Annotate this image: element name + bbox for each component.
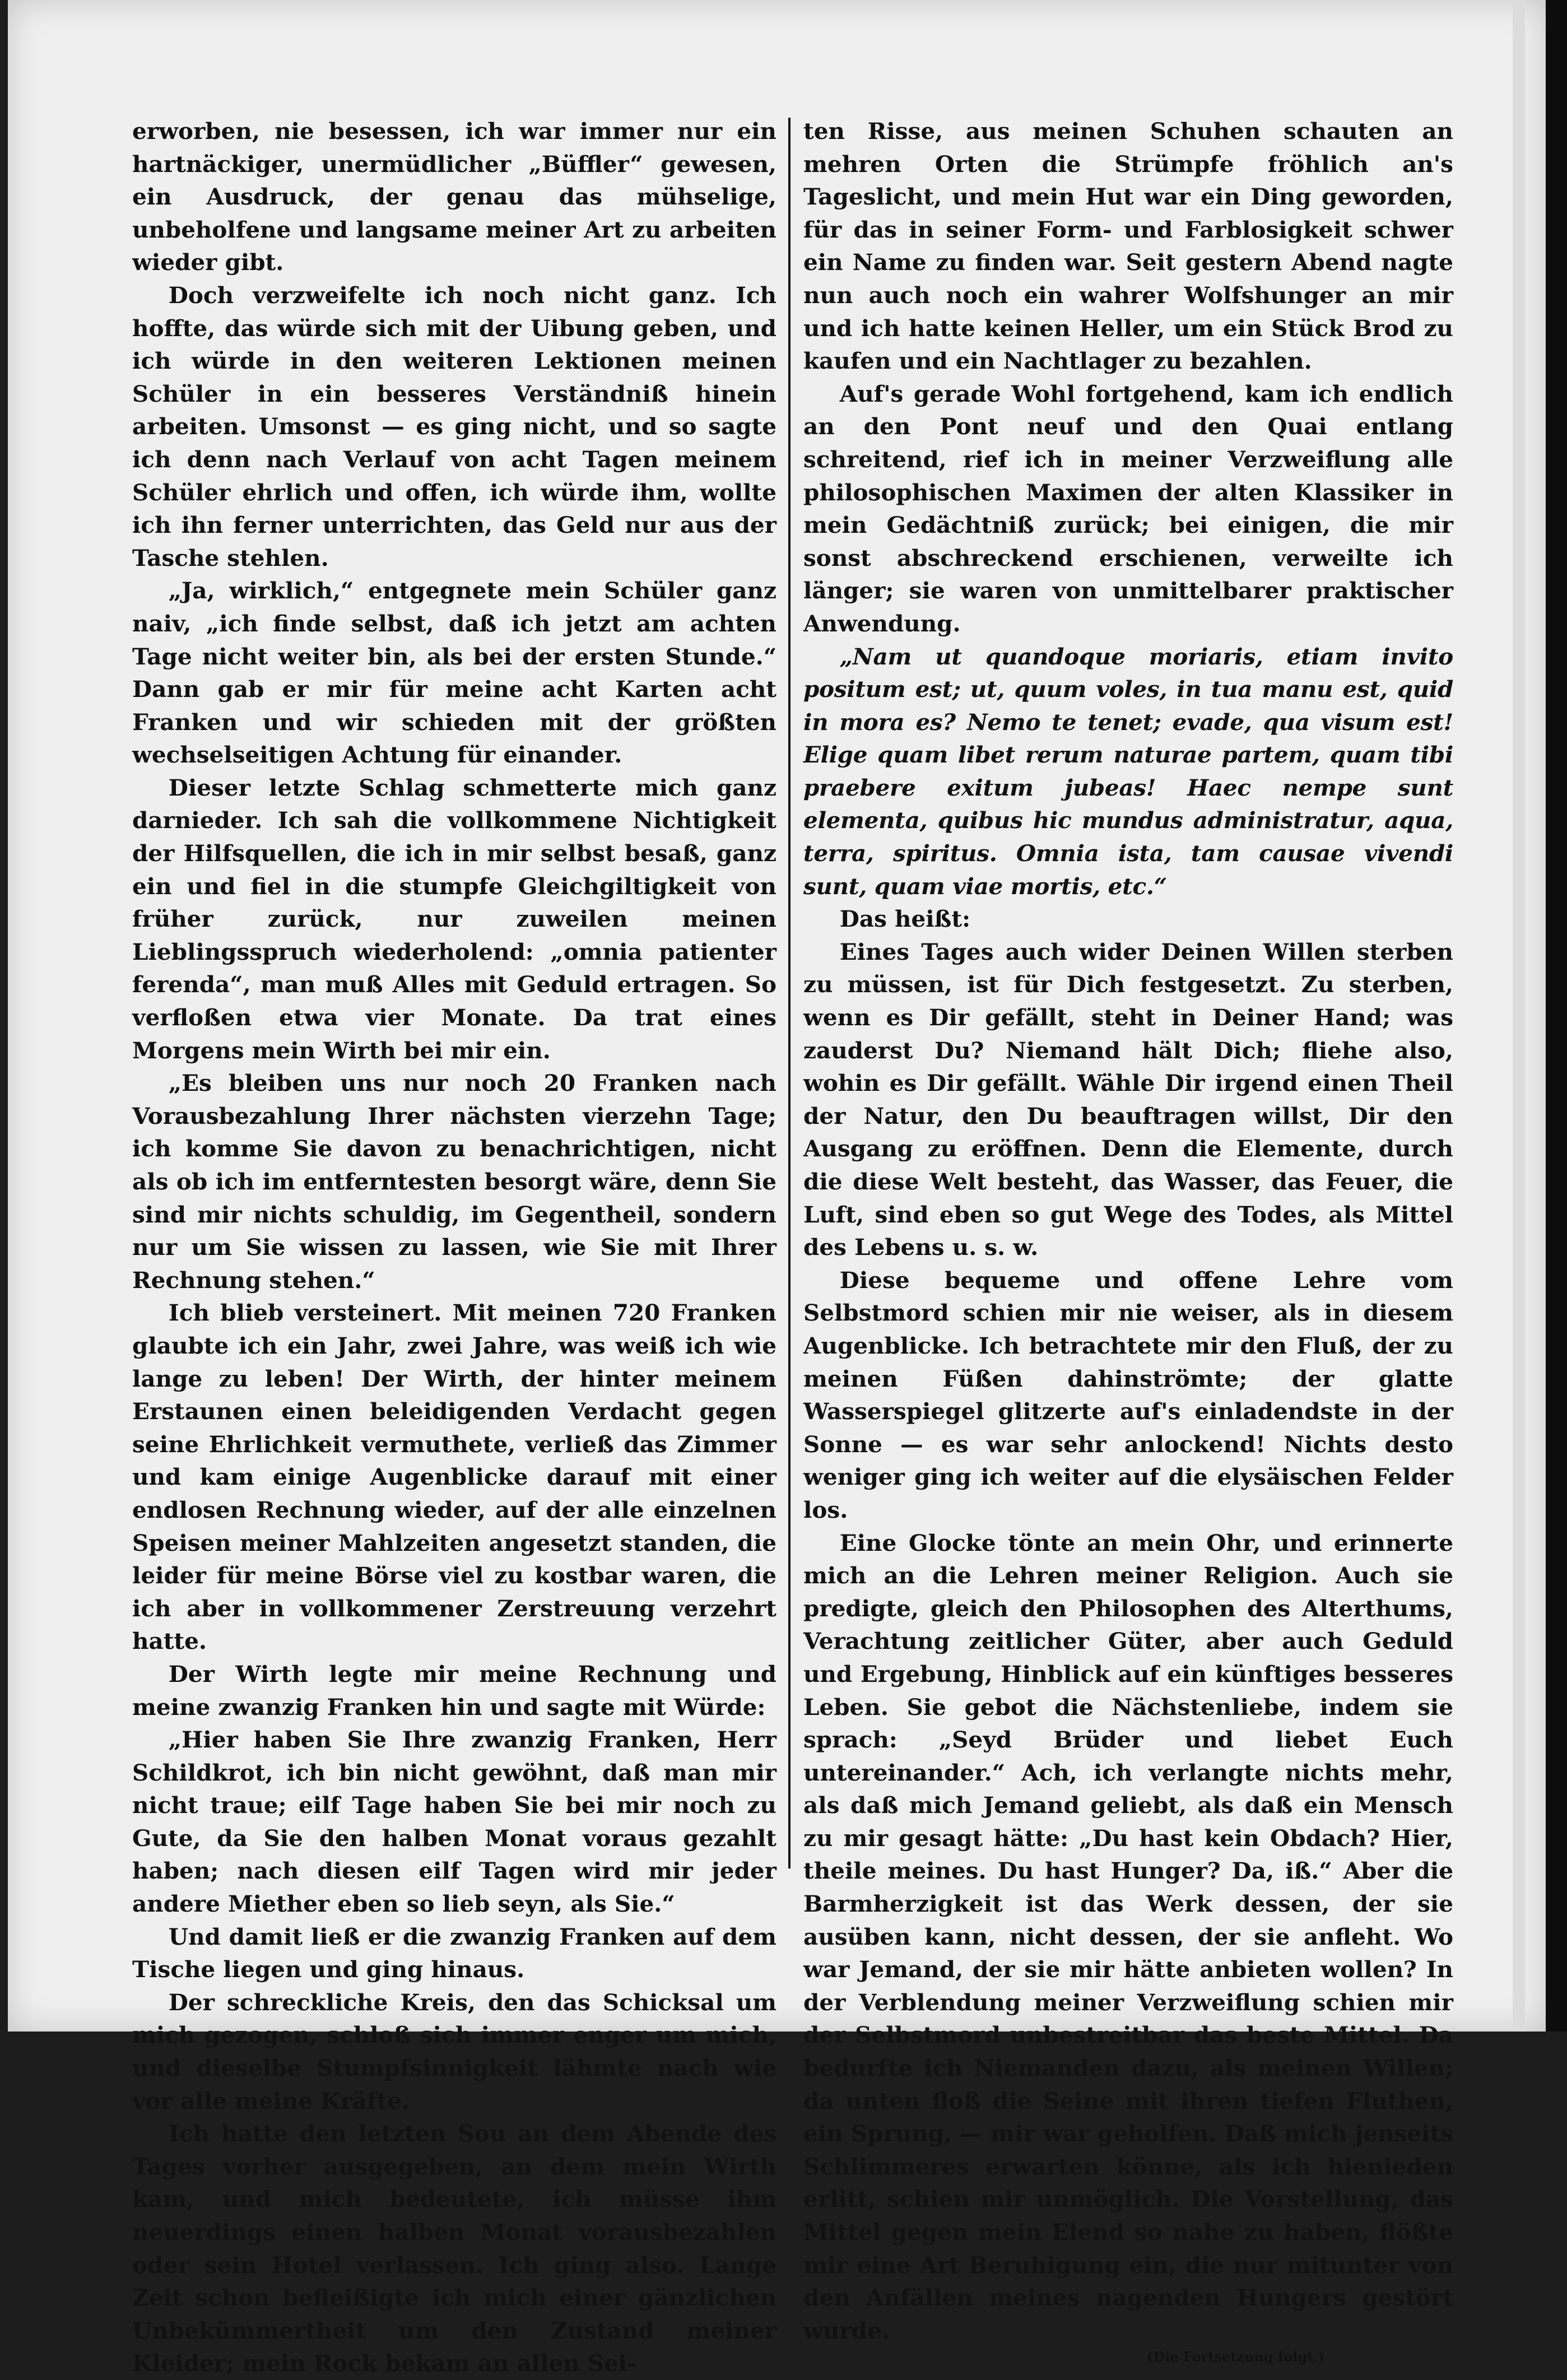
paragraph: „Ja, wirklich,“ entgegnete mein Schüler ganz naiv, „ich finde selbst, daß ich jetzt am achten Tage nicht weiter bin, als bei der ersten Stunde.“ Dann gab er mir für meine acht Karten acht Franken und wir schieden mit der größten wechselseitigen Achtung für einander. — [132, 577, 776, 769]
paragraph: Auf's gerade Wohl fortgehend, kam ich endlich an den Pont neuf und den Quai entlang schreitend, rief ich in meiner Verzweiflung alle philosophischen Maximen der alten Klassiker in mein Gedächtniß zurück; bei einigen, die mir sonst abschreckend erschienen, verweilte ich länger; sie waren von unmittelbarer praktischer Anwendung. — [803, 380, 1453, 637]
paragraph: „Es bleiben uns nur noch 20 Franken nach Vorausbezahlung Ihrer nächsten vierzehn Tage; ich komme Sie davon zu benachrichtigen, nicht als ob ich im entferntesten besorgt wäre, denn Sie sind mir nichts schuldig, im Gegentheil, sondern nur um Sie wissen zu lassen, wie Sie mit Ihrer Rechnung stehen.“ — [132, 1070, 776, 1294]
paragraph: Ich blieb versteinert. Mit meinen 720 Franken glaubte ich ein Jahr, zwei Jahre, was weiß ich wie lange zu leben! Der Wirth, der hinter meinem Erstaunen einen beleidigenden Verdacht gegen seine Ehrlichkeit vermuthete, verließ das Zimmer und kam einige Augenblicke darauf mit einer endlosen Rechnung wieder, auf der alle einzelnen Speisen meiner Mahlzeiten angesetzt standen, die leider für meine Börse viel zu kostbar waren, die ich aber in vollkommener Zerstreuung verzehrt hatte. — [132, 1299, 776, 1655]
paragraph: ten Risse, aus meinen Schuhen schauten an mehren Orten die Strümpfe fröhlich an's Tageslicht, und mein Hut war ein Ding geworden, für das in seiner Form- und Farblosigkeit schwer ein Name zu finden war. Seit gestern Abend nagte nun auch noch ein wahrer Wolfshunger an mir und ich hatte keinen Heller, um ein Stück Brod zu kaufen und ein Nachtlager zu bezahlen. — [803, 118, 1453, 375]
paragraph: Eine Glocke tönte an mein Ohr, und erinnerte mich an die Lehren meiner Religion. Auch sie predigte, gleich den Philosophen des Alterthums, Verachtung zeitlicher Güter, aber auch Geduld und Ergebung, Hinblick auf ein künftiges besseres Leben. Sie gebot die Nächstenliebe, indem sie sprach: „Seyd Brüder und liebet Euch untereinander.“ Ach, ich verlangte nichts mehr, als daß mich Jemand geliebt, als daß ein Mensch zu mir gesagt hätte: „Du hast kein Obdach? Hier, theile meines. Du hast Hunger? Da, iß.“ Aber die Barmherzigkeit ist das Werk dessen, der sie ausüben kann, nicht dessen, der sie anfleht. Wo war Jemand, der sie mir hätte anbieten wollen? In der Verblendung meiner Verzweiflung schien mir der Selbstmord unbestreitbar das beste Mittel. Da bedurfte ich Niemanden dazu, als meinen Willen; da unten floß die Seine mit ihren tiefen Fluthen, ein Sprung, — mir war geholfen. Daß mich jenseits Schlimmeres erwarten könne, als ich hienieden erlitt, schien mir unmöglich. Die Vorstellung, das Mittel gegen mein Elend so nahe zu haben, flößte mir eine Art Beruhigung ein, die nur mitunter von den Anfällen meines nagenden Hungers gestört wurde. — [803, 1529, 1453, 2344]
paragraph: Dieser letzte Schlag schmetterte mich ganz darnieder. Ich sah die vollkommene Nichtigkeit der Hilfsquellen, die ich in mir selbst besaß, ganz ein und fiel in die stumpfe Gleichgiltigkeit von früher zurück, nur zuweilen meinen Lieblingsspruch wiederholend: „omnia patienter ferenda“, man muß Alles mit Geduld ertragen. So verfloßen etwa vier Monate. Da trat eines Morgens mein Wirth bei mir ein. — [132, 774, 776, 1064]
paragraph: Der Wirth legte mir meine Rechnung und meine zwanzig Franken hin und sagte mit Würde: — [132, 1660, 776, 1721]
paragraph: Und damit ließ er die zwanzig Franken auf dem Tische liegen und ging hinaus. — [132, 1923, 776, 1983]
left-column — [132, 115, 776, 2380]
latin-quote: „Nam ut quandoque moriaris, etiam invito positum est; ut, quum voles, in tua manu est, quid in mora es? Nemo te tenet; evade, qua visum est! Elige quam libet rerum naturae partem, quam tibi praebere exitum jubeas! Haec nempe sunt elementa, quibus hic mundus administratur, aqua, terra, spiritus. Omnia ista, tam causae vivendi sunt, quam viae mortis, etc.“ — [803, 643, 1453, 900]
paragraph: „Hier haben Sie Ihre zwanzig Franken, Herr Schildkrot, ich bin nicht gewöhnt, daß man mir nicht traue; eilf Tage haben Sie bei mir noch zu Gute, da Sie den halben Monat voraus gezahlt haben; nach diesen eilf Tagen wird mir jeder andere Miether eben so lieb seyn, als Sie.“ — [132, 1726, 776, 1918]
scan-border — [1546, 0, 1567, 2032]
continuation-note: (Die Fortsetzung folgt.) — [1147, 2349, 1324, 2365]
column-divider — [788, 118, 791, 1868]
right-column — [803, 115, 1453, 2366]
paragraph: Diese bequeme und offene Lehre vom Selbstmord schien mir nie weiser, als in diesem Augenblicke. Ich betrachtete mir den Fluß, der zu meinen Füßen dahinströmte; der glatte Wasserspiegel glitzerte auf's einladendste in der Sonne — es war sehr anlockend! Nichts desto weniger ging ich weiter auf die elysäischen Felder los. — [803, 1266, 1453, 1523]
paragraph: Das heißt: — [839, 905, 971, 933]
paragraph: Ich hatte den letzten Sou an dem Abende des Tages vorher ausgegeben, an dem mein Wirth kam, und mich bedeutete, ich müsse ihm neuerdings einen halben Monat vorausbezahlen oder sein Hotel verlassen. Ich ging also. Lange Zeit schon befleißigte ich mich einer gänzlichen Unbekümmertheit um den Zustand meiner Kleider; mein Rock bekam an allen Sei- — [132, 2120, 776, 2377]
page-edge-stripe — [1513, 0, 1525, 2032]
paragraph: Der schreckliche Kreis, den das Schicksal um mich gezogen, schloß sich immer enger um mich, und dieselbe Stumpfsinnigkeit lähmte nach wie vor alle meine Kräfte. — [132, 1988, 776, 2114]
paragraph: erworben, nie besessen, ich war immer nur ein hartnäckiger, unermüdlicher „Büffler“ gewesen, ein Ausdruck, der genau das mühselige, unbeholfene und langsame meiner Art zu arbeiten wieder gibt. — [132, 118, 776, 276]
paragraph: Eines Tages auch wider Deinen Willen sterben zu müssen, ist für Dich festgesetzt. Zu sterben, wenn es Dir gefällt, steht in Deiner Hand; was zauderst Du? Niemand hält Dich; fliehe also, wohin es Dir gefällt. Wähle Dir irgend einen Theil der Natur, den Du beauftragen willst, Dir den Ausgang zu eröffnen. Denn die Elemente, durch die diese Welt besteht, das Wasser, das Feuer, die Luft, sind eben so gut Wege des Todes, als Mittel des Lebens u. s. w. — [803, 938, 1453, 1261]
paragraph: Doch verzweifelte ich noch nicht ganz. Ich hoffte, das würde sich mit der Uibung geben, und ich würde in den weiteren Lektionen meinen Schüler in ein besseres Verständniß hinein arbeiten. Umsonst — es ging nicht, und so sagte ich denn nach Verlauf von acht Tagen meinem Schüler ehrlich und offen, ich würde ihm, wollte ich ihn ferner unterrichten, das Geld nur aus der Tasche stehlen. — [132, 281, 776, 571]
